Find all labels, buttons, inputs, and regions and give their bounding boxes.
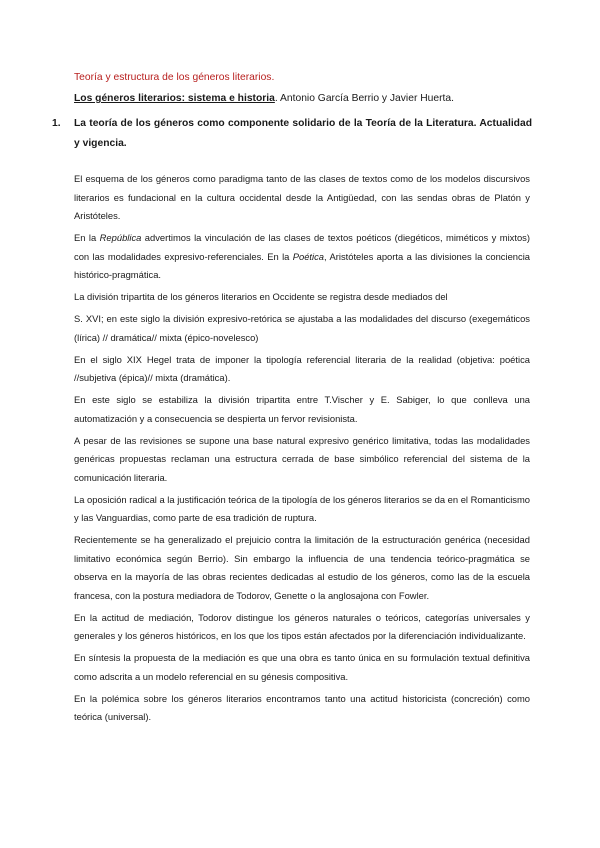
paragraph: En la actitud de mediación, Todorov distingue los géneros naturales o teóricos, categorías universales y generales y los géneros históricos, en los que los tipos están afectados por la diferenciación individualizante. [74,611,530,641]
section-heading [52,114,532,154]
document-title: Teoría y estructura de los géneros literarios. [74,72,275,83]
section-title: La teoría de los géneros como componente solidario de la Teoría de la Literatura. Actualidad y vigencia. [74,118,532,149]
paragraph: A pesar de las revisiones se supone una base natural expresivo genérico limitativa, todas las modalidades genéricas propuestas reclaman una estructura cerrada de base simbólico referencial del sistema de la comunicación literaria. [74,434,530,483]
text-run: En la [74,232,100,243]
text-run: , Aristóteles aporta a las divisiones la conciencia histórico-pragmática. [74,250,530,280]
paragraph: La división tripartita de los géneros literarios en Occidente se registra desde mediados del [74,291,448,302]
book-authors: . Antonio García Berrio y Javier Huerta. [274,93,455,104]
paragraph: En este siglo se estabiliza la división tripartita entre T.Vischer y E. Sabiger, lo que conlleva una automatización y a consecuencia se despierta un fervor revisionista. [74,394,530,424]
book-republica: República [99,232,142,243]
book-reference [74,93,454,104]
paragraph: S. XVI; en este siglo la división expresivo-retórica se ajustaba a las modalidades del discurso (exegemáticos (lírica) // dramática// mixta (épico-novelesco) [74,313,530,343]
body-text [74,170,530,730]
paragraph: En el siglo XIX Hegel trata de imponer la tipología referencial literaria de la realidad (objetiva: poética //subjetiva (épica)// mixta (dramática). [74,353,530,383]
section-number: 1. [52,118,61,129]
paragraph: La oposición radical a la justificación teórica de la tipología de los géneros literarios se da en el Romanticismo y las Vanguardias, como parte de esa tradición de ruptura. [74,493,530,523]
paragraph: En síntesis la propuesta de la mediación es que una obra es tanto única en su formulación textual definitiva como adscrita a un modelo referencial en su génesis compositiva. [74,652,530,682]
text-run: advertimos la vinculación de las clases de textos poéticos (diegéticos, miméticos y mixtos) con las modalidades expresivo-referenciales. En la [74,232,530,262]
book-poetica: Poética [292,250,325,262]
paragraph: El esquema de los géneros como paradigma tanto de las clases de textos como de los modelos discursivos literarios es fundacional en la cultura occidental desde la Antigüedad, con las sendas obras de Platón y Aristóteles. [74,173,530,221]
paragraph: En la polémica sobre los géneros literarios encontramos tanto una actitud historicista (concreción) como teórica (universal). [74,692,530,722]
book-title: Los géneros literarios: sistema e historia [74,93,275,104]
paragraph [74,229,530,285]
paragraph: Recientemente se ha generalizado el prejuicio contra la limitación de la estructuración genérica (necesidad limitativo económica según Berrio). Sin embargo la influencia de una tendencia teórico-pragmática se observa en la mayoría de las obras recientes dedicadas al estudio de los géneros, como las de la escuela francesa, con la postura mediadora de Todorov, Genette o la anglosajona con Fowler. [74,534,530,601]
